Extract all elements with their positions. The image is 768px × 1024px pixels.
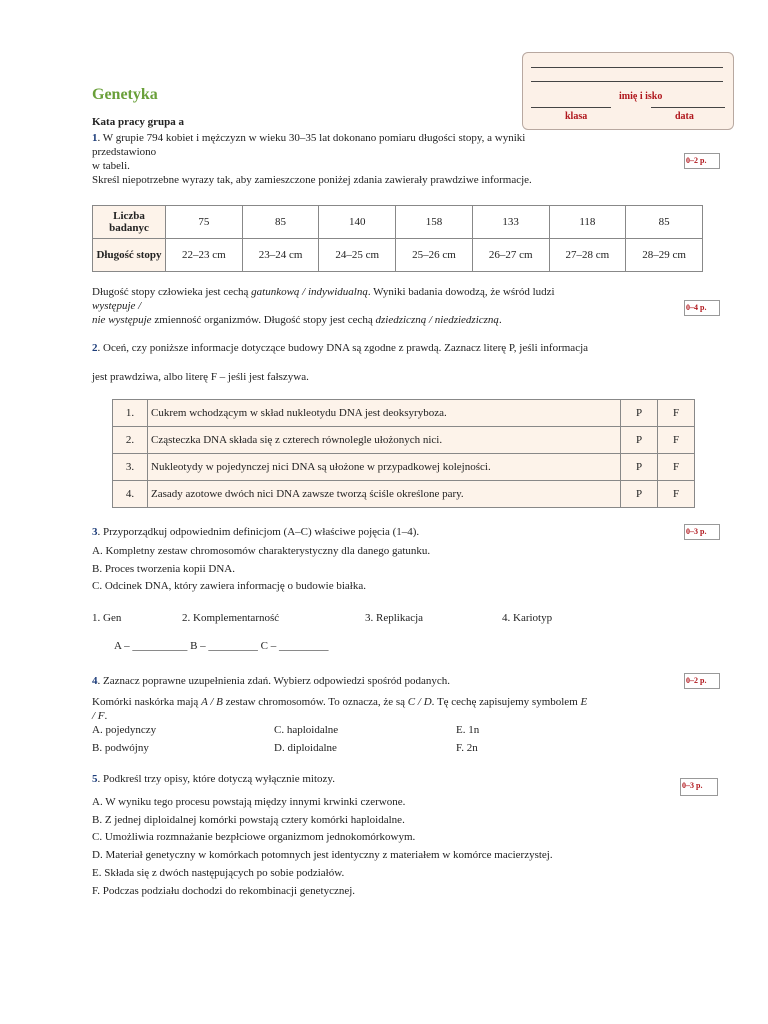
table-row [113,454,695,481]
q3-text [92,525,419,539]
table-cell: 24–25 cm [319,239,396,272]
table-cell: 26–27 cm [472,239,549,272]
name-line[interactable] [531,67,723,68]
q4-choice-f[interactable]: / F [92,710,105,722]
q1-number: 1 [92,132,98,144]
definition-c: C. Odcinek DNA, który zawiera informację o budowie białka. [92,580,366,592]
dna-true-false-table [112,399,695,508]
q3-instruction: . Przyporządkuj odpowiednim definicjom (A–C) właściwe pojęcia (1–4). [97,526,420,538]
foot-length-table [92,205,703,272]
table-cell: 28–29 cm [626,239,703,272]
q4-number: 4 [92,675,98,687]
true-option[interactable]: P [621,400,658,427]
q4-choice-ab[interactable]: A / B [201,696,223,708]
q4-option-f[interactable]: F. 2n [456,742,478,754]
q5-instruction: . Podkreśl trzy opisy, które dotyczą wyłącznie mitozy. [97,773,335,785]
table-row [113,481,695,508]
q5-points-box: 0–3 p. [680,778,718,796]
table-cell: 27–28 cm [549,239,626,272]
q4-text [92,674,450,688]
q4-instruction: . Zaznacz poprawne uzupełnienia zdań. Wybierz odpowiedzi spośród podanych. [97,675,451,687]
q1-sentences [92,285,652,327]
table-cell: 118 [549,206,626,239]
q1-choice-not-occurs[interactable]: nie występuje [92,314,152,326]
q1-s1c: . Wyniki badania dowodzą, że wśród ludzi [367,286,555,298]
class-label: klasa [565,111,588,122]
true-option[interactable]: P [621,427,658,454]
q1-line2: przedstawiono [92,146,157,158]
q5-option-b[interactable]: B. Z jednej diploidalnej komórki powstają cztery komórki haploidalne. [92,813,405,826]
row-number: 3. [113,454,148,481]
statement: Cząsteczka DNA składa się z czterech równolegle ułożonych nici. [148,427,621,454]
page-title: Genetyka [92,86,158,103]
definition-a: A. Kompletny zestaw chromosomów charakterystyczny dla danego gatunku. [92,545,431,557]
table-row [113,427,695,454]
q4-points-box: 0–2 p. [684,673,720,689]
table-cell: 22–23 cm [166,239,243,272]
term-4: 4. Kariotyp [502,612,553,624]
statement: Cukrem wchodzącym w skład nukleotydu DNA jest deoksyryboza. [148,400,621,427]
q1-choice-heritable[interactable]: dziedziczną / niedziedziczną [375,314,499,326]
row-number: 2. [113,427,148,454]
q4-sentence [92,695,682,723]
q5-option-a[interactable]: A. W wyniku tego procesu powstają między innymi krwinki czerwone. [92,796,406,808]
false-option[interactable]: F [658,481,695,508]
true-option[interactable]: P [621,454,658,481]
q4-option-b[interactable]: B. podwójny [92,742,149,754]
q2-number: 2 [92,342,98,354]
term-3: 3. Replikacja [365,612,424,624]
q5-number: 5 [92,773,98,785]
q5-options [92,794,553,900]
q5-option-d[interactable]: D. Materiał genetyczny w komórkach potomnych jest identyczny z materiałem w komórce macierzystej. [92,849,553,862]
q1-line3: w tabeli. [92,160,130,172]
table-cell: 85 [242,206,319,239]
q4-option-c[interactable]: C. haploidalne [274,724,339,736]
table-cell: 140 [319,206,396,239]
q4-sh: . [104,710,108,722]
q1-s3d: . [498,314,502,326]
name-label: imię i isko [619,91,663,102]
q1-points-box: 0–2 p. [684,153,720,169]
statement: Zasady azotowe dwóch nici DNA zawsze tworzą ściśle określone pary. [148,481,621,508]
q1-choice-occurs[interactable]: występuje / [92,300,142,312]
q5-text [92,772,335,786]
name-line-2[interactable] [531,81,723,82]
statement: Nukleotydy w pojedynczej nici DNA są ułożone w przypadkowej kolejności. [148,454,621,481]
student-info-box [522,52,734,130]
q4-option-d[interactable]: D. diploidalne [274,742,337,754]
row-number: 4. [113,481,148,508]
q1-text [92,131,652,187]
row-header-length: Długość stopy [93,239,166,272]
worksheet-subtitle: Kata pracy grupa a [92,116,184,128]
q3-definitions [92,543,430,596]
table-cell: 75 [166,206,243,239]
q4-option-e[interactable]: E. 1n [456,724,480,736]
q2-text-line2: jest prawdziwa, albo literę F – jeśli jest fałszywa. [92,371,309,383]
table-row [93,239,703,272]
table-cell: 133 [472,206,549,239]
term-1: 1. Gen [92,612,122,624]
q4-choice-cd[interactable]: C / D [407,696,432,708]
false-option[interactable]: F [658,427,695,454]
q1-choice-species[interactable]: gatunkową / indywidualną [251,286,368,298]
date-line[interactable] [651,107,725,108]
q1-line1: . W grupie 794 kobiet i mężczyzn w wieku 30–35 lat dokonano pomiaru długości stopy, a wyniki [97,132,526,144]
q1-s3b: zmienność organizmów. Długość stopy jest cechą [151,314,376,326]
q4-option-a[interactable]: A. pojedynczy [92,724,157,736]
row-header-count: Liczba badanyc [93,206,166,239]
q4-sa: Komórki naskórka mają [92,696,202,708]
class-line[interactable] [531,107,611,108]
q2-text-line1 [92,341,692,355]
q3-number: 3 [92,526,98,538]
definition-b: B. Proces tworzenia kopii DNA. [92,562,235,575]
row-number: 1. [113,400,148,427]
q5-option-c[interactable]: C. Umożliwia rozmnażanie bezpłciowe organizmom jednokomórkowym. [92,831,416,844]
q1-line4: Skreśl niepotrzebne wyrazy tak, aby zamieszczone poniżej zdania zawierały prawdziwe informacje. [92,174,532,186]
table-cell: 25–26 cm [396,239,473,272]
table-cell: 158 [396,206,473,239]
false-option[interactable]: F [658,454,695,481]
q3-answer-lines[interactable]: A – __________ B – _________ C – _________ [114,640,329,652]
table-row [113,400,695,427]
table-cell: 23–24 cm [242,239,319,272]
date-label: data [675,111,694,122]
q1-task-points-box: 0–4 p. [684,300,720,316]
table-row [93,206,703,239]
true-option[interactable]: P [621,481,658,508]
q4-se: . Tę cechę zapisujemy symbolem [431,696,581,708]
q4-choice-e[interactable]: E [580,696,588,708]
q5-option-e[interactable]: E. Składa się z dwóch następujących po sobie podziałów. [92,866,345,879]
q5-option-f[interactable]: F. Podczas podziału dochodzi do rekombinacji genetycznej. [92,884,356,897]
false-option[interactable]: F [658,400,695,427]
q3-points-box: 0–3 p. [684,524,720,540]
q2-line1: . Oceń, czy poniższe informacje dotyczące budowy DNA są zgodne z prawdą. Zaznacz literę P, jeśli informacja [97,342,589,354]
q1-s1a: Długość stopy człowieka jest cechą [92,286,252,298]
q4-sc: zestaw chromosomów. To oznacza, że są [222,696,408,708]
table-cell: 85 [626,206,703,239]
term-2: 2. Komplementarność [182,612,280,624]
